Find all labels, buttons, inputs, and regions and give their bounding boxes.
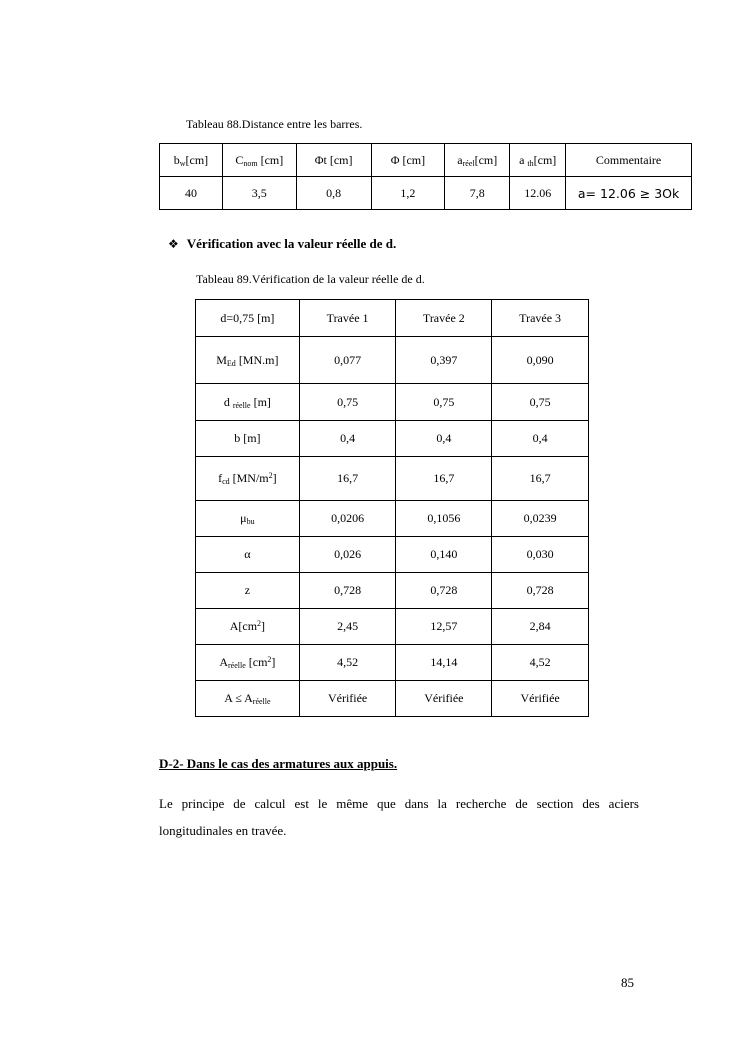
label-fcd: $f_{cd}$ $[MN/m^2]$	[196, 457, 300, 501]
table-88-header-row	[160, 144, 692, 177]
cell-comment: a= 12.06 ≥ 3Ok	[566, 177, 692, 210]
label-mubu: $\mu_{bu}$	[196, 501, 300, 537]
cell-value: 0,026	[299, 537, 396, 573]
header-ath: a $_{th}$[cm]	[510, 144, 566, 177]
label-alpha: α	[196, 537, 300, 573]
cell-value: 2,45	[299, 609, 396, 645]
cell-value: 4,52	[492, 645, 589, 681]
header-comment: Commentaire	[566, 144, 692, 177]
table-row	[160, 177, 692, 210]
page-number: 85	[621, 975, 634, 990]
cell-value: 0,4	[396, 421, 492, 457]
table-row	[196, 337, 589, 384]
cell-value: 16,7	[299, 457, 396, 501]
cell-value: 0,4	[299, 421, 396, 457]
cell-value: 16,7	[396, 457, 492, 501]
cell-value: 0,75	[396, 384, 492, 421]
cell-value: 0,0239	[492, 501, 589, 537]
cell-value: 0,728	[492, 573, 589, 609]
paragraph-line-2: longitudinales en travée.	[159, 823, 287, 838]
cell-value: 0,0206	[299, 501, 396, 537]
cell-ath: 12.06	[510, 177, 566, 210]
cell-value: 0,728	[299, 573, 396, 609]
cell-phi: 1,2	[371, 177, 445, 210]
cell-areel: 7,8	[445, 177, 510, 210]
cell-value: 0,75	[299, 384, 396, 421]
table-row	[196, 501, 589, 537]
cell-value: Vérifiée	[299, 681, 396, 717]
label-a-reelle: $A_{réelle}$ $[cm^2]$	[196, 645, 300, 681]
table-row	[196, 681, 589, 717]
table-row	[196, 609, 589, 645]
header-travee-2: Travée 2	[396, 300, 492, 337]
cell-value: 0,397	[396, 337, 492, 384]
table-89-verification	[195, 299, 589, 717]
table-89-caption: Tableau 89.Vérification de la valeur réelle de d.	[196, 272, 425, 286]
bullet-text: Vérification avec la valeur réelle de d.	[186, 236, 397, 251]
table-88-caption: Tableau 88.Distance entre les barres.	[186, 117, 363, 131]
cell-value: 16,7	[492, 457, 589, 501]
cell-value: Vérifiée	[492, 681, 589, 717]
cell-value: 0,1056	[396, 501, 492, 537]
section-title: D-2- Dans le cas des armatures aux appuis.	[159, 756, 398, 771]
bullet-heading	[168, 236, 396, 252]
cell-cnom: 3,5	[222, 177, 296, 210]
table-row	[196, 421, 589, 457]
cell-bw: 40	[160, 177, 223, 210]
cell-value: 12,57	[396, 609, 492, 645]
header-bw: $b_w[cm]$	[160, 144, 223, 177]
diamond-bullet-icon: ❖	[168, 237, 179, 251]
label-a: $A[cm^2]$	[196, 609, 300, 645]
label-z: z	[196, 573, 300, 609]
header-phi: Φ [cm]	[371, 144, 445, 177]
paragraph-line-1: Le principe de calcul est le même que dans la recherche de section des aciers	[159, 796, 639, 811]
table-row	[196, 573, 589, 609]
cell-value: 0,030	[492, 537, 589, 573]
cell-value: 0,75	[492, 384, 589, 421]
cell-value: 0,728	[396, 573, 492, 609]
label-med: $M_{Ed}$ [MN.m]	[196, 337, 300, 384]
label-b: b [m]	[196, 421, 300, 457]
cell-value: Vérifiée	[396, 681, 492, 717]
cell-value: 0,4	[492, 421, 589, 457]
header-cnom: $C_{nom}$ [cm]	[222, 144, 296, 177]
table-89-header-row	[196, 300, 589, 337]
table-row	[196, 537, 589, 573]
body-paragraph	[159, 790, 639, 844]
table-88-bar-spacing	[159, 143, 692, 210]
header-areel: $a_{réel}[cm]$	[445, 144, 510, 177]
header-d: d=0,75 [m]	[196, 300, 300, 337]
table-row	[196, 645, 589, 681]
label-check: $A \le A_{réelle}$	[196, 681, 300, 717]
cell-value: 14,14	[396, 645, 492, 681]
cell-value: 0,077	[299, 337, 396, 384]
header-phit: Φt [cm]	[296, 144, 371, 177]
cell-phit: 0,8	[296, 177, 371, 210]
header-travee-3: Travée 3	[492, 300, 589, 337]
header-travee-1: Travée 1	[299, 300, 396, 337]
cell-value: 2,84	[492, 609, 589, 645]
cell-value: 4,52	[299, 645, 396, 681]
table-row	[196, 384, 589, 421]
table-row	[196, 457, 589, 501]
label-d-reelle: d $_{réelle}$ [m]	[196, 384, 300, 421]
cell-value: 0,090	[492, 337, 589, 384]
cell-value: 0,140	[396, 537, 492, 573]
